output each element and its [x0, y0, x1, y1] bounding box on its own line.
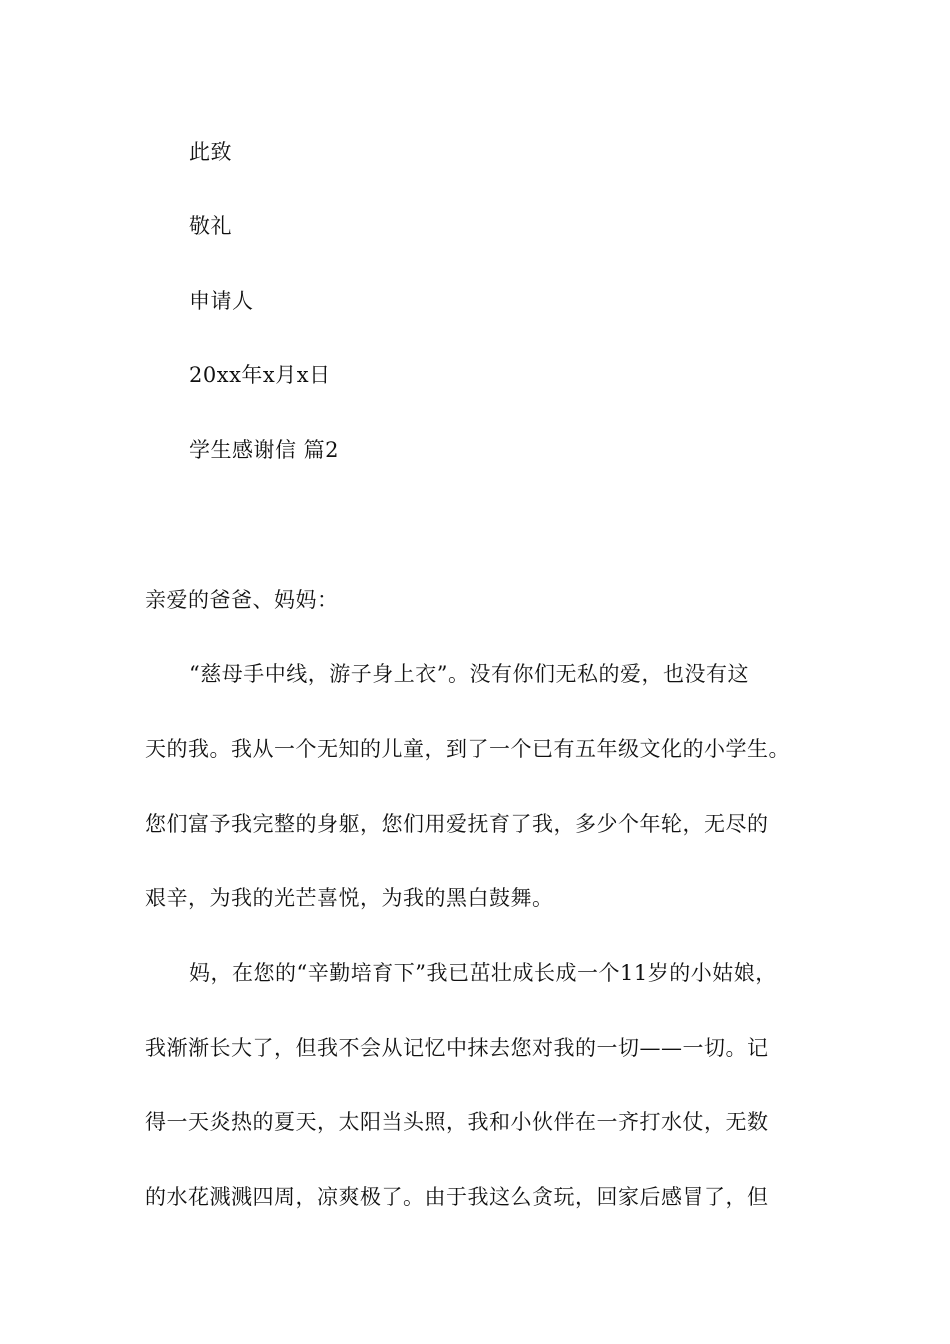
closing-salutation: 此致 — [189, 140, 232, 164]
closing-regards: 敬礼 — [189, 214, 232, 238]
closing-date: 20xx年x月x日 — [189, 363, 331, 387]
paragraph-line: 得一天炎热的夏天，太阳当头照，我和小伙伴在一齐打水仗，无数 — [145, 1110, 769, 1134]
paragraph-line: 艰辛，为我的光芒喜悦，为我的黑白鼓舞。 — [145, 886, 554, 910]
paragraph-line: 天的我。我从一个无知的儿童，到了一个已有五年级文化的小学生。 — [145, 737, 790, 761]
paragraph-line: 妈，在您的“辛勤培育下”我已茁壮成长成一个11岁的小姑娘， — [189, 961, 777, 985]
section-heading: 学生感谢信 篇2 — [189, 438, 340, 462]
paragraph-line: “慈母手中线，游子身上衣”。没有你们无私的爱，也没有这 — [189, 662, 749, 686]
letter-greeting: 亲爱的爸爸、妈妈： — [145, 588, 339, 612]
paragraph-line: 您们富予我完整的身躯，您们用爱抚育了我，多少个年轮，无尽的 — [145, 812, 769, 836]
paragraph-line: 的水花溅溅四周，凉爽极了。由于我这么贪玩，回家后感冒了，但 — [145, 1185, 769, 1209]
paragraph-line: 我渐渐长大了，但我不会从记忆中抹去您对我的一切——一切。记 — [145, 1036, 769, 1060]
closing-signer: 申请人 — [189, 289, 254, 313]
